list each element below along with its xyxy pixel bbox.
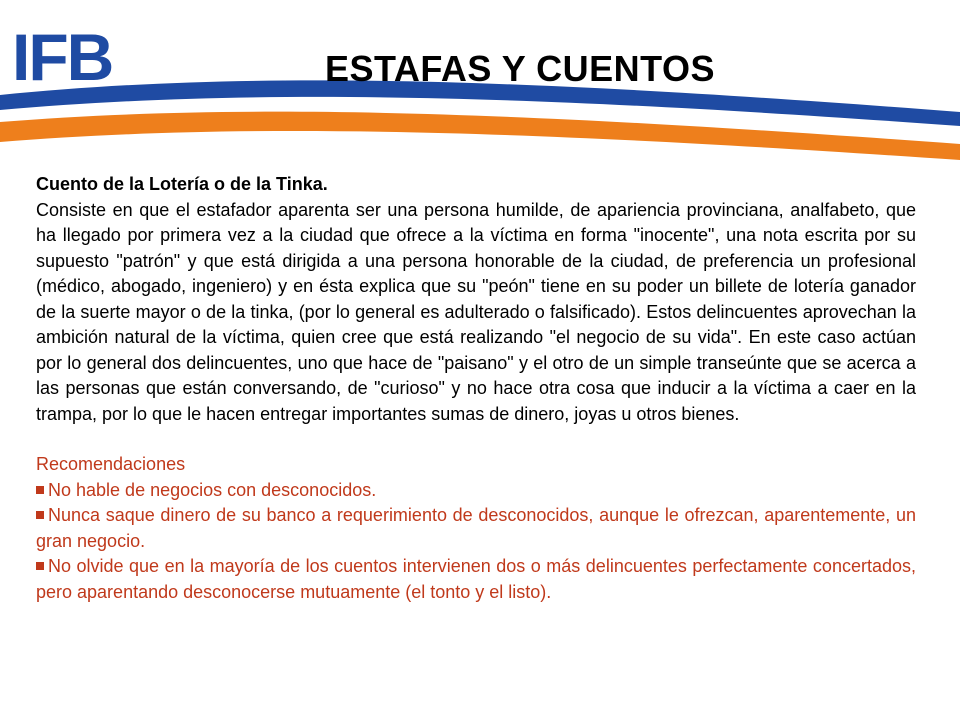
recommendation-text: No olvide que en la mayoría de los cuentos intervienen dos o más delincuentes perfectamente concertados, pero aparentando desconocerse mutuamente (el tonto y el listo). — [36, 556, 916, 602]
recommendation-item — [36, 503, 916, 554]
slide-title: ESTAFAS Y CUENTOS — [325, 48, 715, 89]
ifb-logo — [10, 22, 150, 92]
recommendation-text: Nunca saque dinero de su banco a requerimiento de desconocidos, aunque le ofrezcan, aparentemente, un gran negocio. — [36, 505, 916, 551]
recommendation-item — [36, 554, 916, 605]
slide-content — [36, 172, 916, 605]
story-body: Consiste en que el estafador aparenta ser una persona humilde, de apariencia provinciana, analfabeto, que ha llegado por primera vez a la ciudad que ofrece a la víctima en forma "inocente", una nota escrita por su supuesto "patrón" y que está dirigida a una persona honorable de la ciudad, de preferencia un profesional (médico, abogado, ingeniero) y en ésta explica que su "peón" tiene en su poder un billete de lotería ganador de la suerte mayor o de la tinka, (por lo general es adulterado o falsificado). Estos delincuentes aprovechan la ambición natural de la víctima, quien cree que está realizando "el negocio de su vida". En este caso actúan por lo general dos delincuentes, uno que hace de "paisano" y el otro de un simple transeúnte que se acerca a las personas que están conversando, de "curioso" y no hace otra cosa que inducir a la víctima a caer en la trampa, por lo que le hacen entregar importantes sumas de dinero, joyas u otros bienes. — [36, 199, 916, 424]
recommendation-item — [36, 478, 916, 504]
recommendations-heading: Recomendaciones — [36, 454, 186, 474]
square-bullet-icon — [36, 486, 44, 494]
recommendation-text: No hable de negocios con desconocidos. — [48, 479, 377, 500]
square-bullet-icon — [36, 511, 44, 519]
story-heading: Cuento de la Lotería o de la Tinka. — [36, 174, 328, 194]
square-bullet-icon — [36, 562, 44, 570]
recommendations-section — [36, 452, 916, 605]
logo-text: IFB — [12, 22, 113, 92]
